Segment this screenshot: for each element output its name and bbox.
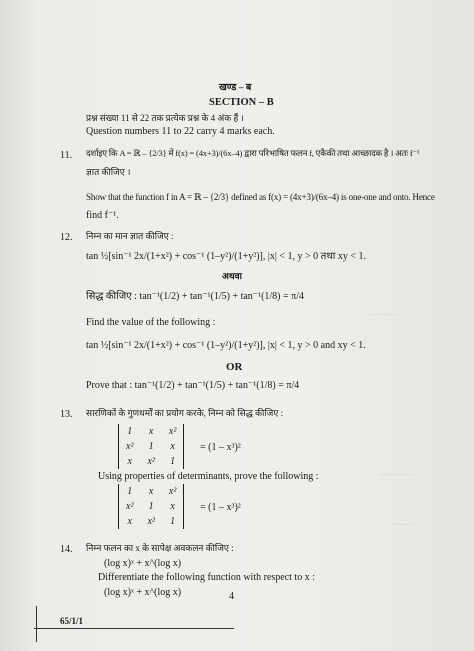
det-cell: x² (147, 456, 155, 467)
determinant-english (118, 484, 184, 529)
det-cell: x (127, 456, 132, 467)
det-cell: 1 (170, 516, 176, 527)
determinant-english-rhs: = (1 – x³)² (200, 502, 241, 513)
question-12-expression-english: tan ½[sin⁻¹ 2x/(1+x²) + cos⁻¹ (1–y²)/(1+y²)], |x| < 1, y > 0 and xy < 1. (86, 340, 366, 351)
question-11-hindi-line1: दर्शाइए कि A = ℝ – {2/3} में f(x) = (4x+3)/(6x–4) द्वारा परिभाषित फलन f, एकैकी तथा आच्छादक है । अतः f⁻¹ (86, 148, 420, 158)
question-14-function-english: (log x)ˣ + x^(log x) (104, 587, 182, 598)
bleed-through-mark: — — — (392, 520, 417, 528)
question-14-function-hindi: (log x)ˣ + x^(log x) (104, 558, 182, 569)
question-12-prove-hindi: सिद्ध कीजिए : tan⁻¹(1/2) + tan⁻¹(1/5) + tan⁻¹(1/8) = π/4 (86, 291, 304, 302)
determinant-hindi (118, 424, 184, 469)
det-cell: x² (126, 441, 134, 452)
question-14-hindi-intro: निम्न फलन का x के सापेक्ष अवकलन कीजिए : (86, 543, 234, 553)
det-cell: x (148, 486, 154, 497)
footer-margin-mark (36, 606, 37, 642)
question-12-number: 12. (60, 232, 73, 243)
det-cell: x² (147, 516, 155, 527)
det-cell: x (170, 441, 175, 452)
question-11-english-line2: find f⁻¹. (86, 210, 119, 221)
bleed-through-mark: — — — — (380, 470, 414, 478)
question-14-english-intro: Differentiate the following function with respect to x : (98, 572, 315, 583)
question-12-or-hindi: अथवा (222, 271, 242, 281)
paper-code: 65/1/1 (60, 616, 84, 626)
det-cell: x (170, 501, 175, 512)
section-hindi-heading: खण्ड – ब (219, 83, 252, 93)
question-12-expression-hindi: tan ½[sin⁻¹ 2x/(1+x²) + cos⁻¹ (1–y²)/(1+y²)], |x| < 1, y > 0 तथा xy < 1. (86, 251, 366, 262)
question-11-number: 11. (60, 150, 73, 161)
bleed-through-mark: — — — (372, 310, 397, 318)
page-number: 4 (229, 591, 234, 602)
det-cell: 1 (170, 456, 176, 467)
question-12-prove-english: Prove that : tan⁻¹(1/2) + tan⁻¹(1/5) + tan⁻¹(1/8) = π/4 (86, 380, 300, 391)
question-12-english-intro: Find the value of the following : (86, 317, 216, 328)
question-12-or-english: OR (226, 361, 243, 373)
marks-note-english: Question numbers 11 to 22 carry 4 marks each. (86, 126, 275, 137)
marks-note-hindi: प्रश्न संख्या 11 से 22 तक प्रत्येक प्रश्न के 4 अंक हैं । (86, 113, 244, 123)
det-cell: x² (168, 426, 177, 437)
section-heading: SECTION – B (209, 97, 274, 108)
det-cell: 1 (148, 501, 154, 512)
determinant-hindi-rhs: = (1 – x³)² (200, 442, 241, 453)
det-cell: 1 (127, 426, 133, 437)
det-cell: 1 (127, 486, 133, 497)
question-13-english-intro: Using properties of determinants, prove the following : (98, 471, 319, 482)
question-12-hindi-intro: निम्न का मान ज्ञात कीजिए : (86, 231, 174, 241)
question-14-number: 14. (60, 544, 73, 555)
question-13-hindi-intro: सारणिकों के गुणधर्मों का प्रयोग करके, निम्न को सिद्ध कीजिए : (86, 408, 284, 418)
det-cell: 1 (148, 441, 154, 452)
det-cell: x² (168, 486, 177, 497)
det-cell: x (127, 516, 132, 527)
question-13-number: 13. (60, 409, 73, 420)
det-cell: x (148, 426, 154, 437)
det-cell: x² (126, 501, 134, 512)
footer-rule (34, 628, 234, 629)
question-11-hindi-line2: ज्ञात कीजिए । (86, 167, 131, 177)
question-11-english-line1: Show that the function f in A = ℝ – {2/3} defined as f(x) = (4x+3)/(6x–4) is one-one and onto. Hence (86, 192, 435, 202)
